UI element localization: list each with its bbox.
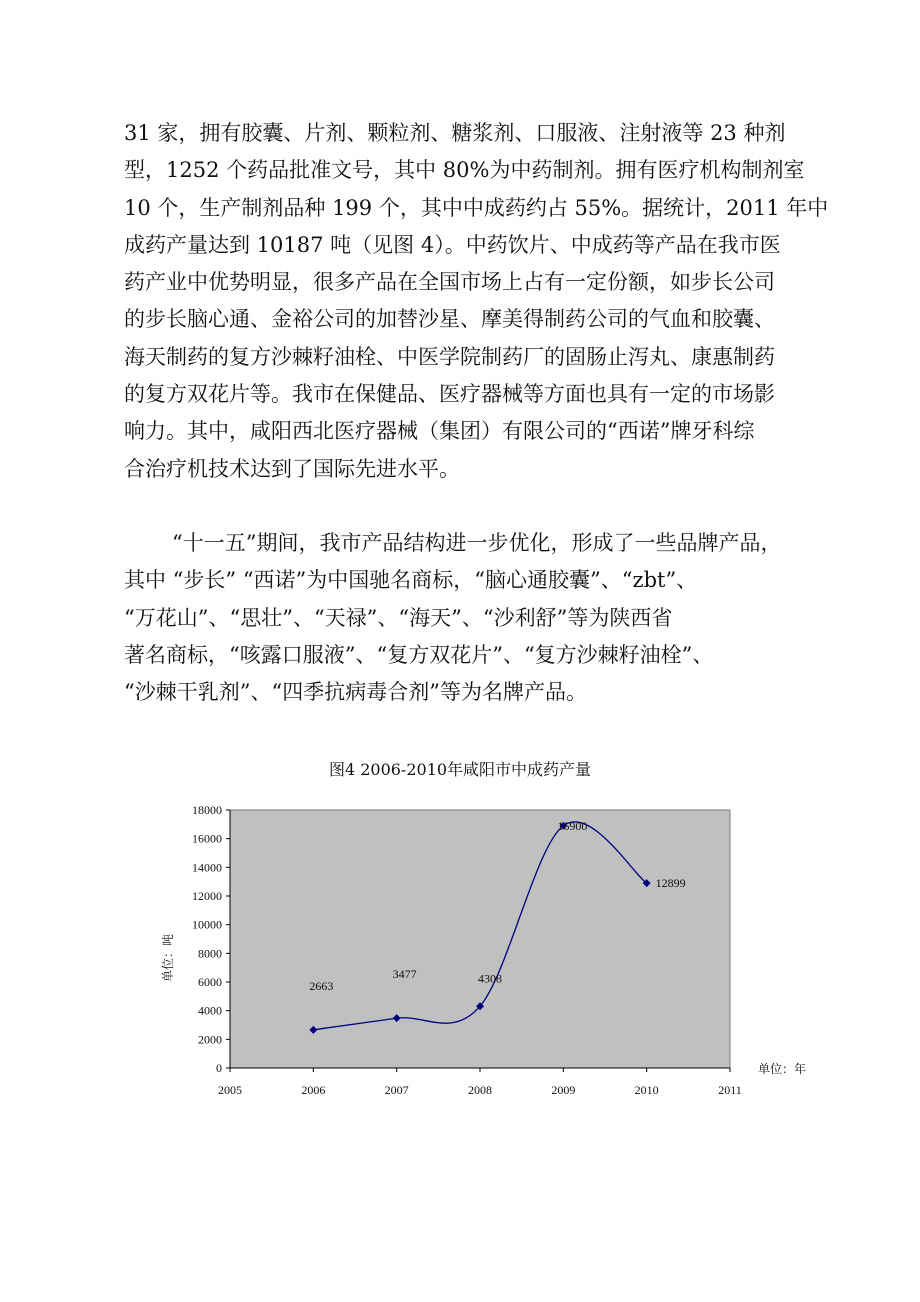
- y-tick-label: 14000: [192, 860, 222, 875]
- x-tick-label: 2011: [718, 1083, 742, 1097]
- paragraph-2: [124, 525, 804, 711]
- data-label: 12899: [655, 876, 686, 891]
- data-label: 4308: [478, 971, 502, 986]
- text-line: 海天制药的复方沙棘籽油栓、中医学院制药厂的固肠止泻丸、康惠制药: [124, 344, 775, 369]
- y-tick-label: 18000: [192, 803, 222, 817]
- plot-area: [230, 810, 730, 1068]
- x-axis-label: 单位：年: [758, 1062, 807, 1076]
- x-tick-label: 2007: [384, 1083, 409, 1097]
- text-line: “万花山”、“思壮”、“天禄”、“海天”、“沙利舒”等为陕西省: [124, 605, 673, 630]
- x-tick-label: 2008: [468, 1083, 492, 1097]
- chart-title: 图4 2006-2010年咸阳市中成药产量: [328, 760, 592, 779]
- y-tick-label: 10000: [192, 917, 222, 932]
- text-line: 10 个，生产制剂品种 199 个，其中中成药约占 55%。据统计，2011 年中: [124, 195, 829, 220]
- text-line: 31 家，拥有胶囊、片剂、颗粒剂、糖浆剂、口服液、注射液等 23 种剂: [124, 121, 786, 145]
- x-tick-label: 2006: [301, 1083, 326, 1097]
- text-line: “沙棘干乳剂”、“四季抗病毒合剂”等为名牌产品。: [124, 680, 587, 705]
- data-label: 2663: [309, 978, 334, 993]
- y-tick-label: 16000: [192, 831, 222, 846]
- data-label: 16900: [557, 818, 588, 833]
- paragraph-1: [124, 115, 829, 488]
- y-tick-label: 2000: [198, 1032, 222, 1047]
- text-line: 药产业中优势明显，很多产品在全国市场上占有一定份额，如步长公司: [124, 270, 775, 295]
- y-axis-label: 单位：吨: [161, 933, 175, 983]
- y-tick-label: 8000: [198, 946, 222, 961]
- text-line: 合治疗机技术达到了国际先进水平。: [124, 456, 460, 481]
- y-tick-label: 4000: [198, 1003, 222, 1018]
- text-line: 的步长脑心通、金裕公司的加替沙星、摩美得制药公司的气血和胶囊、: [124, 307, 775, 332]
- text-line: 型，1252 个药品批准文号，其中 80%为中药制剂。拥有医疗机构制剂室: [124, 158, 805, 183]
- text-line: 著名商标，“咳露口服液”、“复方双花片”、“复方沙棘籽油栓”、: [124, 642, 714, 667]
- text-line: 成药产量达到 10187 吨（见图 4）。中药饮片、中成药等产品在我市医: [124, 232, 781, 257]
- y-tick-label: 12000: [192, 889, 222, 903]
- text-line: 的复方双花片等。我市在保健品、医疗器械等方面也具有一定的市场影: [124, 382, 775, 407]
- production-line-chart: [150, 790, 830, 1110]
- x-tick-label: 2010: [634, 1083, 659, 1097]
- y-tick-label: 6000: [198, 975, 222, 989]
- text-line: 响力。其中，咸阳西北医疗器械（集团）有限公司的“西诺”牌牙科综: [124, 419, 755, 444]
- y-tick-label: 0: [216, 1061, 222, 1075]
- data-label: 3477: [392, 967, 417, 982]
- x-tick-label: 2009: [551, 1083, 576, 1097]
- text-line: “十一五”期间，我市产品结构进一步优化，形成了一些品牌产品，: [172, 531, 782, 555]
- x-tick-label: 2005: [218, 1083, 242, 1097]
- text-line: 其中 “步长” “西诺”为中国驰名商标，“脑心通胶囊”、“zbt”、: [124, 568, 698, 593]
